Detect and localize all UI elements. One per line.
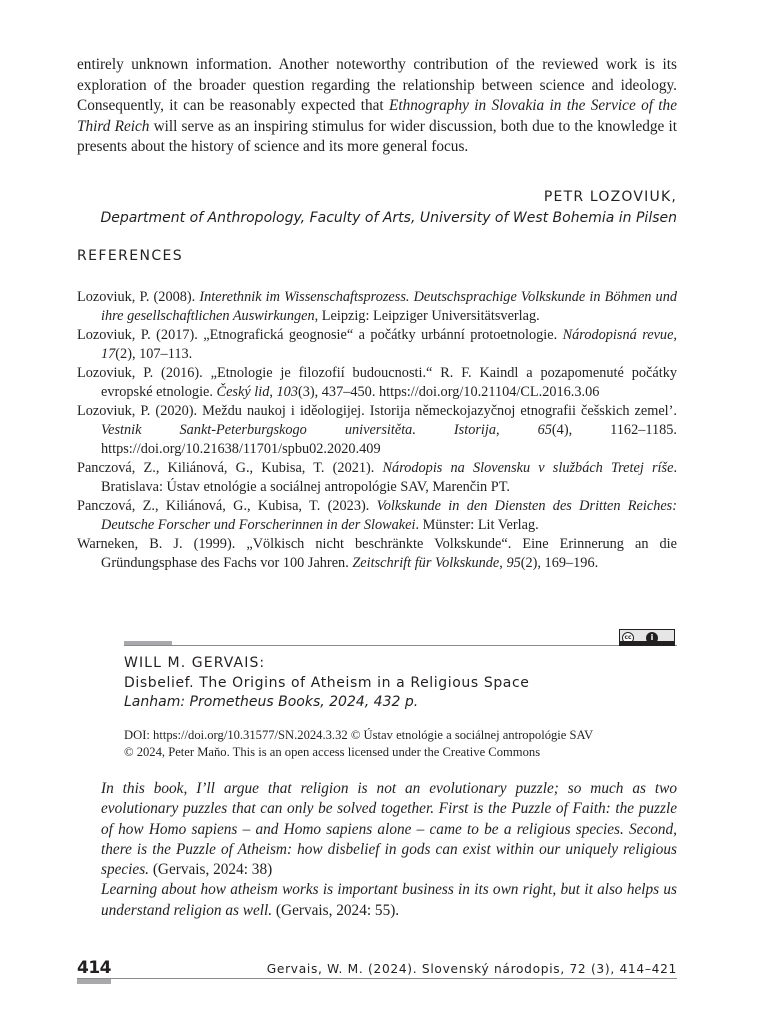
reference-volume: 95 [506, 555, 521, 571]
doi-line: DOI: https://doi.org/10.31577/SN.2024.3.32 © Ústav etnológie a sociálnej antropológie SAV [124, 728, 594, 742]
signature-name: PETR LOZOVIUK, [543, 189, 677, 205]
copyright-line: © 2024, Peter Maňo. This is an open access licensed under the Creative Commons [124, 745, 541, 759]
reference-text: Lozoviuk, P. (2016). „Etnologie je filozofií budoucnosti.“ R. F. Kaindl a pozapomenuté počátky evropské etnologie. [77, 365, 677, 400]
intro-text-end: will serve as an inspiring stimulus for wider discussion, both due to the knowledge it presents about the history of science and its more general focus. [77, 117, 677, 155]
references-heading: REFERENCES [77, 248, 184, 264]
reference-title: Interethnik im Wissenschaftsprozess. Deutschsprachige Volkskunde in Böhmen und ihre gesellschaftlichen Auswirkungen [101, 289, 677, 324]
reference-title: Volkskunde in den Diensten des Dritten Reiches: Deutsche Forscher und Forscherinnen in der Slowakei [101, 498, 678, 533]
reference-text: (3), 437–450. https://doi.org/10.21104/CL.2016.3.06 [297, 384, 600, 400]
reference-item [77, 535, 677, 573]
review-book-publisher: Lanham: Prometheus Books, 2024, 432 p. [124, 694, 419, 710]
quote-paragraph [101, 880, 677, 921]
reference-title: Český lid [216, 384, 270, 400]
cc-by-license-icon [619, 629, 675, 646]
intro-text: entirely unknown information. Another noteworthy contribution of the reviewed work is its exploration of the broader question regarding the relationship between science and ideology. Consequently, it can be reasonably expected that [77, 56, 677, 114]
reference-text: . Bratislava: Ústav etnológie a sociálnej antropológie SAV, Marenčin PT. [101, 460, 678, 495]
reference-text: Lozoviuk, P. (2008). [77, 289, 200, 305]
reference-item [77, 497, 677, 535]
reference-item [77, 402, 677, 459]
reference-title: Národopisná revue, 17 [101, 327, 677, 362]
quote-text: Learning about how atheism works is important business in its own right, but it also helps us understand religion as well. [101, 881, 677, 919]
footer-rule-accent [77, 979, 111, 984]
reference-item [77, 459, 677, 497]
reference-title: Zeitschrift für Volkskunde [352, 555, 500, 571]
doi-copyright-block [124, 727, 684, 761]
review-book-title: Disbelief. The Origins of Atheism in a Religious Space [124, 675, 530, 691]
signature-affiliation: Department of Anthropology, Faculty of Arts, University of West Bohemia in Pilsen [100, 210, 677, 226]
reference-text: Lozoviuk, P. (2020). Meždu naukoj i iděologijej. Istorija německojazyčnoj etnografii češskich zemel’. [77, 403, 677, 419]
intro-paragraph [77, 55, 677, 158]
reference-text: (2), 169–196. [520, 555, 599, 571]
reference-item [77, 326, 677, 364]
reference-text: . Münster: Lit Verlag. [415, 517, 539, 533]
references-list [77, 288, 677, 573]
reference-title: Vestnik Sankt-Peterburgskogo universitěta. Istorija [101, 422, 497, 438]
reference-text: Warneken, B. J. (1999). „Völkisch nicht beschränkte Volkskunde“. Eine Erinnerung an die Gründungsphase des Fachs vor 100 Jahren. [77, 536, 677, 571]
footer-rule [77, 978, 677, 979]
reference-text: , Leipzig: Leipziger Universitätsverlag. [314, 308, 540, 324]
page-number: 414 [77, 958, 111, 978]
intro-book-title: Ethnography in Slovakia in the Service of the Third Reich [77, 97, 677, 135]
cc-icon: cc [622, 632, 634, 644]
quote-text: In this book, I’ll argue that religion is not an evolutionary puzzle; so much as two evolutionary puzzles that can only be solved together. First is the Puzzle of Faith: the puzzle of how Homo sapiens – and Homo sapiens alone – came to be a religious species. Second, there is the Puzzle of Atheism: how disbelief in gods can exist within our uniquely religious species. [101, 780, 677, 879]
epigraph-quote [101, 779, 677, 921]
reference-text: , [499, 555, 507, 571]
by-attribution-icon: i [646, 632, 658, 644]
reference-text: (4), 1162–1185. https://doi.org/10.21638/11701/spbu02.2020.409 [101, 422, 678, 457]
reference-text: , [496, 422, 538, 438]
reference-item [77, 364, 677, 402]
reference-item [77, 288, 677, 326]
footer-citation: Gervais, W. M. (2024). Slovenský národopis, 72 (3), 414–421 [266, 962, 677, 976]
section-divider [124, 645, 677, 646]
quote-citation: (Gervais, 2024: 55). [272, 901, 400, 919]
review-book-author: WILL M. GERVAIS: [124, 655, 266, 671]
reference-text: Lozoviuk, P. (2017). „Etnografická geognosie“ a počátky urbánní protoetnologie. [77, 327, 563, 343]
reference-text: Panczová, Z., Kiliánová, G., Kubisa, T. (2021). [77, 460, 383, 476]
reference-volume: 103 [276, 384, 298, 400]
reference-text: , [269, 384, 277, 400]
reference-text: (2), 107–113. [115, 346, 193, 362]
reference-text: Panczová, Z., Kiliánová, G., Kubisa, T. (2023). [77, 498, 377, 514]
quote-citation: (Gervais, 2024: 38) [149, 861, 273, 879]
reference-title: Národopis na Slovensku v službách Tretej ríše [382, 460, 674, 476]
quote-paragraph [101, 779, 677, 880]
reference-volume: 65 [537, 422, 552, 438]
license-badge-strip [620, 641, 674, 645]
